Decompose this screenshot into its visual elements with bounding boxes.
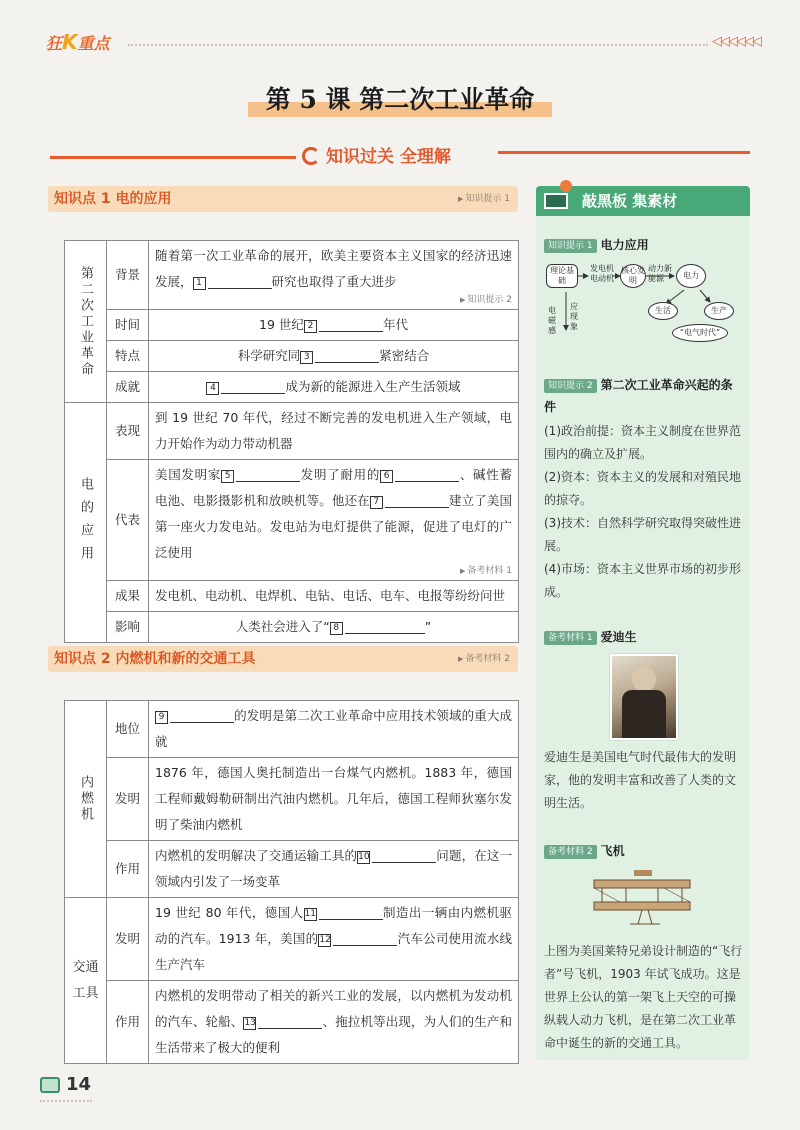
blank-3[interactable] [315,349,379,363]
row-label: 时间 [107,310,149,341]
row-label: 代表 [107,460,149,581]
row-label: 成就 [107,372,149,403]
row-content: 4 成为新的能源进入生产生活领域 [149,372,519,403]
table-row [65,403,519,460]
blank-12[interactable] [333,932,397,946]
list-item: (3)技术：自然科学研究取得突破性进展。 [544,516,741,553]
table-row [65,460,519,581]
blank-1[interactable] [208,275,272,289]
hint-label: 知识提示 1 [544,239,597,253]
row-content: 19 世纪 80 年代，德国人11 制造出一辆由内燃机驱动的汽车。1913 年，美国的12 汽车公司使用流水线生产汽车 [149,898,519,981]
row-content: 随着第一次工业革命的展开，欧美主要资本主义国家的经济迅速发展， 1 研究也取得了重大进步 ▶ 知识提示 2 [149,241,519,310]
row-label: 特点 [107,341,149,372]
row-content: 发电机、电动机、电焊机、电钻、电话、电车、电报等纷纷问世 [149,581,519,612]
section-line-left [50,156,296,159]
blank-13[interactable] [258,1015,322,1029]
blank-5[interactable] [236,468,300,482]
kp1-tag: ▶ 知识提示 1 [458,186,510,212]
header-divider [128,44,708,46]
blank-8[interactable] [345,620,425,634]
row-content: 美国发明家 5 发明了耐用的 6 、碱性蓄电池、电影摄影机和放映机等。他还在 7 建立了美国第一座火力发电站。发电站为电灯提供了能源，促进了电灯的广泛使用 ▶ 备考材料 1 [149,460,519,581]
appear-label: 应现象 [570,302,578,331]
table-row [65,758,519,841]
side-material-1-title: 备考材料 1 爱迪生 [544,626,637,648]
blank-4[interactable] [221,380,285,394]
footer-divider [40,1100,92,1102]
electricity-node: 电力 [676,264,706,288]
table-row [65,612,519,643]
row-label: 作用 [107,841,149,898]
material-label: 备考材料 2 [544,845,597,859]
table-row [65,841,519,898]
page-number: 14 [66,1074,92,1095]
hint-tag: ▶ 知识提示 2 [460,294,512,306]
blank-7[interactable] [385,494,449,508]
row-label: 地位 [107,701,149,758]
era-node: “电气时代” [672,324,728,342]
row-label: 影响 [107,612,149,643]
theory-node: 理论基础 [546,264,578,288]
kp2-tag: ▶ 备考材料 2 [458,646,510,672]
table-row [65,241,519,310]
portrait-body [622,690,666,738]
wright-flyer-icon [590,866,694,930]
list-item: (1)政治前提：资本主义制度在世界范围内的确立及扩展。 [544,424,741,461]
blank-6[interactable] [395,468,459,482]
blackboard-icon [544,193,568,209]
material-1-text: 爱迪生是美国电气时代最伟大的发明家，他的发明丰富和改善了人类的文明生活。 [544,750,737,810]
life-node: 生活 [648,302,678,320]
knowledge-point-2-header: 知识点 2 内燃机和新的交通工具 ▶ 备考材料 2 [48,646,518,672]
table-row [65,581,519,612]
lesson-title: 第 5 课 第二次工业革命 [248,80,552,120]
induction-label: 电磁感 [548,306,556,335]
core-node: 核心发明 [620,264,646,288]
table-row [65,341,519,372]
kp1-table [64,240,519,643]
electricity-diagram [544,262,744,360]
brand-logo: 狂K重点 [46,30,110,54]
portrait-head [632,666,656,692]
row-label: 表现 [107,403,149,460]
section-title: 知识过关 全理解 [302,142,451,167]
airplane-image [590,866,694,930]
production-node: 生产 [704,302,734,320]
blank-10[interactable] [372,849,436,863]
row-label: 发明 [107,898,149,981]
side-material-2-title: 备考材料 2 飞机 [544,840,625,862]
knowledge-point-1-header: 知识点 1 电的应用 ▶ 知识提示 1 [48,186,518,212]
side-section-2-title: 知识提示 2 第二次工业革命兴起的条件 [544,378,733,414]
category-cell: 第二次工业革命 [65,241,107,403]
table-row [65,981,519,1064]
row-content: 内燃机的发明解决了交通运输工具的10 问题，在这一领域内引发了一场变革 [149,841,519,898]
person-icon [560,180,572,192]
row-label: 成果 [107,581,149,612]
section-line-right [498,151,750,154]
conditions-list [544,420,744,604]
category-cell: 电的应用 [65,403,107,643]
hint-label: 知识提示 2 [544,379,597,393]
blank-2[interactable] [319,318,383,332]
table-row [65,701,519,758]
row-content: 19 世纪 2 年代 [149,310,519,341]
side-panel-header: 敲黑板 集素材 [536,186,750,216]
list-item: (4)市场：资本主义世界市场的初步形成。 [544,562,741,599]
side-section-1-title: 知识提示 1 电力应用 [544,234,649,256]
generator-node: 发电机电动机 [590,264,614,283]
row-content: 科学研究同 3 紧密结合 [149,341,519,372]
row-content: 1876 年，德国人奥托制造出一台煤气内燃机。1883 年，德国工程师戴姆勒研制出汽油内燃机。几年后，德国工程师狄塞尔发明了柴油内燃机 [149,758,519,841]
row-content: 9 的发明是第二次工业革命中应用技术领域的重大成就 [149,701,519,758]
book-icon [40,1077,60,1093]
material-label: 备考材料 1 [544,631,597,645]
blank-9[interactable] [170,709,234,723]
row-content: 内燃机的发明带动了相关的新兴工业的发展，以内燃机为发动机的汽车、轮船、13 、拖拉机等出现，为人们的生产和生活带来了极大的便利 [149,981,519,1064]
power-label: 动力新能源 [648,264,672,283]
kp2-table [64,700,519,1064]
material-2-text: 上图为美国莱特兄弟设计制造的“飞行者”号飞机，1903 年试飞成功。这是世界上公认的第一架飞上天空的可操纵载人动力飞机，是在第二次工业革命中诞生的新的交通工具。 [544,944,743,1050]
row-content: 人类社会进入了“ 8 ” [149,612,519,643]
table-row [65,898,519,981]
row-label: 作用 [107,981,149,1064]
list-item: (2)资本：资本主义的发展和对殖民地的掠夺。 [544,470,741,507]
category-cell: 内燃机 [65,701,107,898]
chevron-decoration-icon: ◁◁◁◁◁◁ [712,34,760,49]
category-cell: 交通工具 [65,898,107,1064]
row-label: 发明 [107,758,149,841]
table-row [65,372,519,403]
blank-11[interactable] [319,906,383,920]
row-label: 背景 [107,241,149,310]
table-row [65,310,519,341]
swirl-icon [302,147,320,165]
material-tag: ▶ 备考材料 1 [460,565,512,577]
edison-photo [610,654,678,740]
row-content: 到 19 世纪 70 年代，经过不断完善的发电机进入生产领域，电力开始作为动力带动机器 [149,403,519,460]
